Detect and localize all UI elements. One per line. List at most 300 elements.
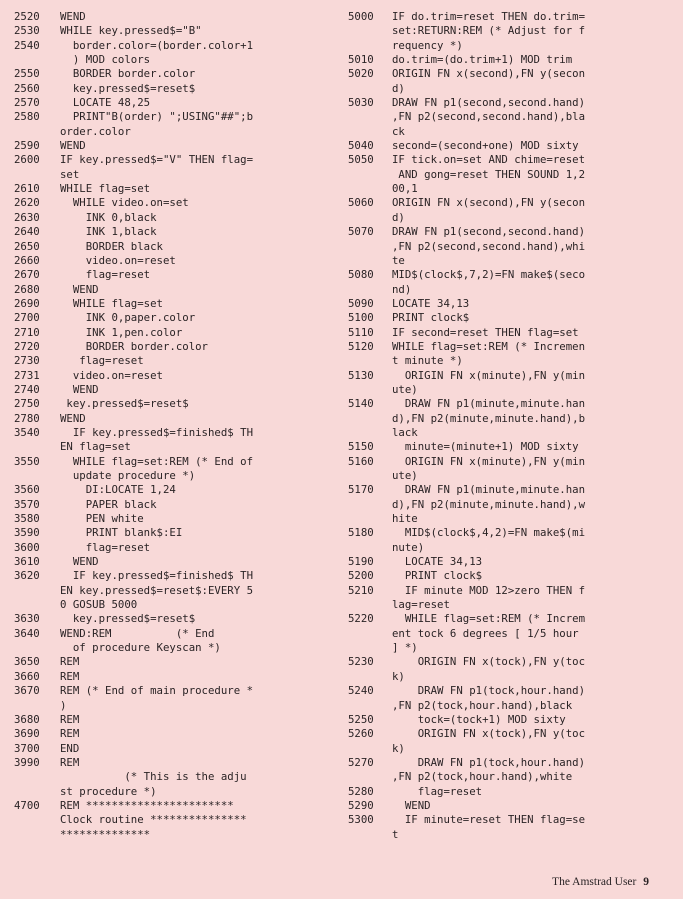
code-text: border.color=(border.color+1	[60, 38, 254, 52]
line-number	[348, 125, 392, 139]
code-line	[14, 785, 344, 799]
code-text: t	[392, 827, 399, 841]
code-line	[14, 225, 344, 239]
line-number: 5030	[348, 96, 374, 110]
code-line	[14, 82, 344, 96]
code-text: LOCATE 34,13	[392, 555, 483, 569]
code-line	[14, 211, 344, 225]
code-text: lag=reset	[392, 598, 450, 612]
line-number	[14, 785, 60, 799]
code-line	[14, 483, 344, 497]
code-line	[348, 225, 678, 239]
code-text: DRAW FN p1(second,second.hand)	[392, 96, 586, 110]
code-text: LOCATE 48,25	[60, 96, 151, 110]
code-line	[14, 469, 344, 483]
code-text: **************	[60, 827, 151, 841]
code-line	[14, 526, 344, 540]
code-text: INK 0,paper.color	[60, 311, 196, 325]
line-number: 2680	[14, 282, 40, 296]
line-number: 2730	[14, 354, 40, 368]
code-text: WHILE flag=set:REM (* Increm	[392, 612, 586, 626]
code-line	[348, 455, 678, 469]
line-number: 2780	[14, 411, 40, 425]
code-text: 0 GOSUB 5000	[60, 598, 138, 612]
code-line	[348, 10, 678, 24]
code-text: REM	[60, 727, 80, 741]
code-line	[14, 612, 344, 626]
listing-right-column	[348, 10, 678, 842]
code-text: END	[60, 741, 80, 755]
line-number	[348, 498, 392, 512]
line-number: 5260	[348, 727, 374, 741]
code-text: REM (* End of main procedure *	[60, 684, 254, 698]
line-number	[348, 211, 392, 225]
line-number	[348, 383, 392, 397]
code-line	[14, 311, 344, 325]
code-line	[14, 125, 344, 139]
code-text: d)	[392, 210, 405, 224]
line-number: 3700	[14, 741, 40, 755]
code-line	[14, 153, 344, 167]
code-line	[14, 828, 344, 842]
line-number	[14, 168, 60, 182]
code-text: WHILE key.pressed$="B"	[60, 24, 202, 38]
code-text: WEND	[60, 411, 86, 425]
code-line	[348, 311, 678, 325]
code-text: t minute *)	[392, 354, 463, 368]
code-text: of procedure Keyscan *)	[60, 641, 221, 655]
line-number: 2580	[14, 110, 40, 124]
line-number	[14, 53, 60, 67]
line-number: 4700	[14, 798, 40, 812]
line-number: 5040	[348, 139, 374, 153]
code-text: IF second=reset THEN flag=set	[392, 325, 579, 339]
line-number: 2690	[14, 296, 40, 310]
line-number: 5200	[348, 569, 374, 583]
line-number	[14, 125, 60, 139]
line-number: 2540	[14, 38, 40, 52]
line-number	[348, 641, 392, 655]
code-line	[348, 541, 678, 555]
line-number	[14, 699, 60, 713]
line-number: 5230	[348, 655, 374, 669]
code-line	[14, 283, 344, 297]
code-text: ent tock 6 degrees [ 1/5 hour	[392, 626, 579, 640]
code-text: DRAW FN p1(minute,minute.han	[392, 483, 586, 497]
code-text: PRINT clock$	[392, 569, 483, 583]
line-number	[348, 742, 392, 756]
code-line	[14, 182, 344, 196]
code-text: DRAW FN p1(tock,hour.hand)	[392, 684, 586, 698]
code-text: EN flag=set	[60, 440, 131, 454]
code-text: ) MOD colors	[60, 53, 151, 67]
code-line	[348, 584, 678, 598]
line-number	[14, 828, 60, 842]
code-text: PEN white	[60, 512, 144, 526]
listing-left-column	[14, 10, 344, 842]
code-line	[348, 24, 678, 38]
code-text: REM	[60, 669, 80, 683]
line-number	[14, 641, 60, 655]
code-text: MID$(clock$,4,2)=FN make$(mi	[392, 526, 586, 540]
code-line	[14, 498, 344, 512]
code-text: PRINT blank$:EI	[60, 526, 183, 540]
code-text: BORDER border.color	[60, 67, 196, 81]
code-text: key.pressed$=reset$	[60, 397, 189, 411]
code-text: update procedure *)	[60, 469, 196, 482]
code-text: IF minute=reset THEN flag=se	[392, 813, 586, 827]
code-text: flag=reset	[60, 540, 151, 554]
code-text: minute=(minute+1) MOD sixty	[392, 440, 579, 454]
code-line	[14, 799, 344, 813]
code-line	[348, 770, 678, 784]
code-text: PRINT clock$	[392, 311, 470, 325]
code-text: k)	[392, 741, 405, 755]
code-line	[14, 297, 344, 311]
code-text: IF key.pressed$=finished$ TH	[60, 425, 254, 439]
code-line	[14, 670, 344, 684]
code-text: ORIGIN FN x(minute),FN y(min	[392, 368, 586, 382]
code-line	[348, 426, 678, 440]
line-number	[348, 39, 392, 53]
code-line	[14, 168, 344, 182]
code-line	[14, 354, 344, 368]
code-line	[348, 598, 678, 612]
code-text: DRAW FN p1(tock,hour.hand)	[392, 755, 586, 769]
code-text: video.on=reset	[60, 253, 176, 267]
line-number	[14, 813, 60, 827]
line-number: 5240	[348, 684, 374, 698]
line-number: 3990	[14, 755, 40, 769]
code-text: PAPER black	[60, 497, 157, 511]
line-number: 5140	[348, 397, 374, 411]
line-number: 5080	[348, 268, 374, 282]
line-number: 3630	[14, 612, 40, 626]
code-line	[348, 612, 678, 626]
line-number	[14, 770, 60, 784]
code-text: set:RETURN:REM (* Adjust for f	[392, 24, 586, 38]
line-number: 2520	[14, 10, 40, 23]
code-text: IF tick.on=set AND chime=reset	[392, 153, 586, 167]
line-number: 3690	[14, 727, 40, 741]
line-number: 2600	[14, 153, 40, 167]
code-text: WEND:REM (* End	[60, 626, 215, 640]
code-line	[14, 641, 344, 655]
code-text: ORIGIN FN x(second),FN y(secon	[392, 196, 586, 210]
line-number	[348, 426, 392, 440]
line-number: 3680	[14, 712, 40, 726]
code-line	[348, 211, 678, 225]
line-number: 5000	[348, 10, 374, 23]
code-text: order.color	[60, 124, 131, 138]
code-text: EN key.pressed$=reset$:EVERY 5	[60, 583, 254, 597]
code-text: k)	[392, 669, 405, 683]
code-text: te	[392, 253, 405, 267]
line-number	[14, 598, 60, 612]
code-line	[348, 828, 678, 842]
line-number: 3540	[14, 425, 40, 439]
line-number	[14, 584, 60, 598]
code-text: ,FN p2(second,second.hand),bla	[392, 110, 586, 124]
code-text: ute)	[392, 382, 418, 396]
code-text: d)	[392, 81, 405, 95]
line-number	[348, 541, 392, 555]
code-line	[348, 641, 678, 655]
line-number: 2530	[14, 24, 40, 38]
code-line	[14, 24, 344, 38]
code-line	[14, 655, 344, 669]
line-number: 5020	[348, 67, 374, 81]
code-text: ,FN p2(tock,hour.hand),black	[392, 698, 573, 712]
line-number: 3650	[14, 655, 40, 669]
line-number: 5160	[348, 454, 374, 468]
line-number: 2720	[14, 339, 40, 353]
line-number: 2640	[14, 225, 40, 239]
line-number: 5100	[348, 311, 374, 325]
line-number	[348, 770, 392, 784]
code-text: flag=reset	[60, 354, 144, 368]
code-line	[348, 397, 678, 411]
code-text: flag=reset	[60, 268, 151, 282]
code-text: ORIGIN FN x(tock),FN y(toc	[392, 655, 586, 669]
code-line	[348, 67, 678, 81]
code-text: WEND	[60, 10, 86, 23]
code-text: DI:LOCATE 1,24	[60, 483, 176, 497]
line-number	[14, 440, 60, 454]
code-text: (* This is the adju	[60, 770, 247, 784]
code-line	[14, 598, 344, 612]
line-number: 5060	[348, 196, 374, 210]
code-line	[348, 670, 678, 684]
line-number	[348, 110, 392, 124]
line-number	[348, 24, 392, 38]
code-line	[14, 268, 344, 282]
code-text: nd)	[392, 282, 412, 296]
line-number: 2620	[14, 196, 40, 210]
code-line	[14, 196, 344, 210]
code-line	[348, 440, 678, 454]
code-text: key.pressed$=reset$	[60, 612, 196, 626]
code-text: set	[60, 167, 80, 181]
code-line	[348, 340, 678, 354]
line-number: 2710	[14, 325, 40, 339]
code-line	[348, 785, 678, 799]
code-text: PRINT"B(order) ";USING"##";b	[60, 110, 254, 124]
line-number: 5090	[348, 296, 374, 310]
code-line	[348, 813, 678, 827]
code-line	[348, 469, 678, 483]
code-text: WHILE flag=set	[60, 296, 163, 310]
code-line	[348, 39, 678, 53]
line-number: 5190	[348, 555, 374, 569]
code-line	[14, 340, 344, 354]
code-line	[14, 426, 344, 440]
line-number: 5250	[348, 712, 374, 726]
line-number: 2610	[14, 182, 40, 196]
code-text: REM ***********************	[60, 798, 234, 812]
code-line	[348, 182, 678, 196]
line-number	[348, 283, 392, 297]
code-line	[348, 412, 678, 426]
code-line	[348, 498, 678, 512]
code-text: WEND	[60, 382, 99, 396]
line-number: 3580	[14, 512, 40, 526]
code-text: REM	[60, 712, 80, 726]
line-number: 2670	[14, 268, 40, 282]
code-text: WEND	[60, 282, 99, 296]
code-text: IF key.pressed$=finished$ TH	[60, 569, 254, 583]
line-number	[348, 412, 392, 426]
code-line	[14, 569, 344, 583]
line-number	[348, 240, 392, 254]
code-line	[14, 53, 344, 67]
code-text: hite	[392, 512, 418, 526]
code-line	[348, 268, 678, 282]
code-line	[14, 699, 344, 713]
code-text: WHILE flag=set	[60, 182, 151, 196]
line-number: 5270	[348, 755, 374, 769]
code-text: do.trim=(do.trim+1) MOD trim	[392, 53, 573, 67]
code-line	[14, 254, 344, 268]
code-text: tock=(tock+1) MOD sixty	[392, 712, 566, 726]
line-number: 5220	[348, 612, 374, 626]
line-number: 3590	[14, 526, 40, 540]
code-text: BORDER border.color	[60, 339, 208, 353]
line-number: 2590	[14, 139, 40, 153]
code-line	[348, 125, 678, 139]
line-number: 2740	[14, 382, 40, 396]
code-line	[348, 569, 678, 583]
code-text: WEND	[392, 798, 431, 812]
line-number: 2630	[14, 210, 40, 224]
code-line	[348, 326, 678, 340]
code-line	[14, 39, 344, 53]
code-text: WHILE video.on=set	[60, 196, 189, 210]
code-text: Clock routine ***************	[60, 813, 247, 827]
code-text: IF key.pressed$="V" THEN flag=	[60, 153, 254, 167]
code-text: st procedure *)	[60, 784, 157, 798]
line-number: 2700	[14, 311, 40, 325]
code-text: )	[60, 698, 67, 712]
code-line	[348, 699, 678, 713]
code-line	[348, 369, 678, 383]
code-text: REM	[60, 755, 80, 769]
code-line	[14, 440, 344, 454]
line-number	[348, 82, 392, 96]
code-text: INK 1,black	[60, 225, 157, 239]
code-text: key.pressed$=reset$	[60, 81, 196, 95]
code-line	[14, 684, 344, 698]
code-line	[14, 67, 344, 81]
code-line	[348, 354, 678, 368]
line-number	[348, 182, 392, 196]
line-number: 2660	[14, 253, 40, 267]
code-text: INK 0,black	[60, 210, 157, 224]
line-number: 5050	[348, 153, 374, 167]
code-line	[348, 283, 678, 297]
line-number: 2550	[14, 67, 40, 81]
code-text: ORIGIN FN x(second),FN y(secon	[392, 67, 586, 81]
code-line	[348, 627, 678, 641]
code-line	[14, 713, 344, 727]
line-number: 3550	[14, 454, 40, 468]
code-text: ute)	[392, 469, 418, 482]
code-line	[14, 512, 344, 526]
code-line	[348, 483, 678, 497]
line-number: 3620	[14, 569, 40, 583]
line-number: 5120	[348, 339, 374, 353]
code-line	[348, 82, 678, 96]
code-line	[348, 96, 678, 110]
line-number: 2750	[14, 397, 40, 411]
code-line	[348, 240, 678, 254]
code-line	[14, 412, 344, 426]
code-line	[348, 713, 678, 727]
line-number: 3610	[14, 555, 40, 569]
code-line	[14, 756, 344, 770]
line-number	[348, 699, 392, 713]
publication-name: The Amstrad User	[552, 876, 637, 888]
code-text: nute)	[392, 540, 425, 554]
line-number: 5170	[348, 483, 374, 497]
code-line	[14, 770, 344, 784]
line-number: 3570	[14, 497, 40, 511]
code-text: AND gong=reset THEN SOUND 1,2	[392, 167, 586, 181]
line-number	[348, 627, 392, 641]
code-line	[348, 53, 678, 67]
code-text: WEND	[60, 139, 86, 153]
line-number: 5150	[348, 440, 374, 454]
code-text: MID$(clock$,7,2)=FN make$(seco	[392, 268, 586, 282]
code-line	[348, 512, 678, 526]
line-number: 5010	[348, 53, 374, 67]
line-number: 5070	[348, 225, 374, 239]
line-number: 5210	[348, 583, 374, 597]
code-line	[14, 369, 344, 383]
code-line	[14, 240, 344, 254]
code-line	[14, 110, 344, 124]
code-line	[14, 326, 344, 340]
code-line	[14, 813, 344, 827]
code-line	[348, 383, 678, 397]
code-line	[348, 526, 678, 540]
code-line	[348, 196, 678, 210]
line-number: 2560	[14, 81, 40, 95]
code-line	[348, 756, 678, 770]
page-number: 9	[643, 876, 649, 888]
code-text: lack	[392, 425, 418, 439]
line-number	[348, 670, 392, 684]
code-text: d),FN p2(minute,minute.hand),b	[392, 411, 586, 425]
code-text: REM	[60, 655, 80, 669]
code-line	[348, 655, 678, 669]
code-text: WEND	[60, 555, 99, 569]
code-line	[14, 397, 344, 411]
code-text: BORDER black	[60, 239, 163, 253]
code-line	[14, 584, 344, 598]
code-line	[348, 297, 678, 311]
code-line	[348, 254, 678, 268]
code-line	[348, 684, 678, 698]
code-text: ORIGIN FN x(minute),FN y(min	[392, 454, 586, 468]
code-line	[14, 627, 344, 641]
code-line	[348, 139, 678, 153]
code-text: INK 1,pen.color	[60, 325, 183, 339]
code-line	[14, 10, 344, 24]
line-number	[348, 512, 392, 526]
code-text: DRAW FN p1(second,second.hand)	[392, 225, 586, 239]
line-number	[348, 598, 392, 612]
